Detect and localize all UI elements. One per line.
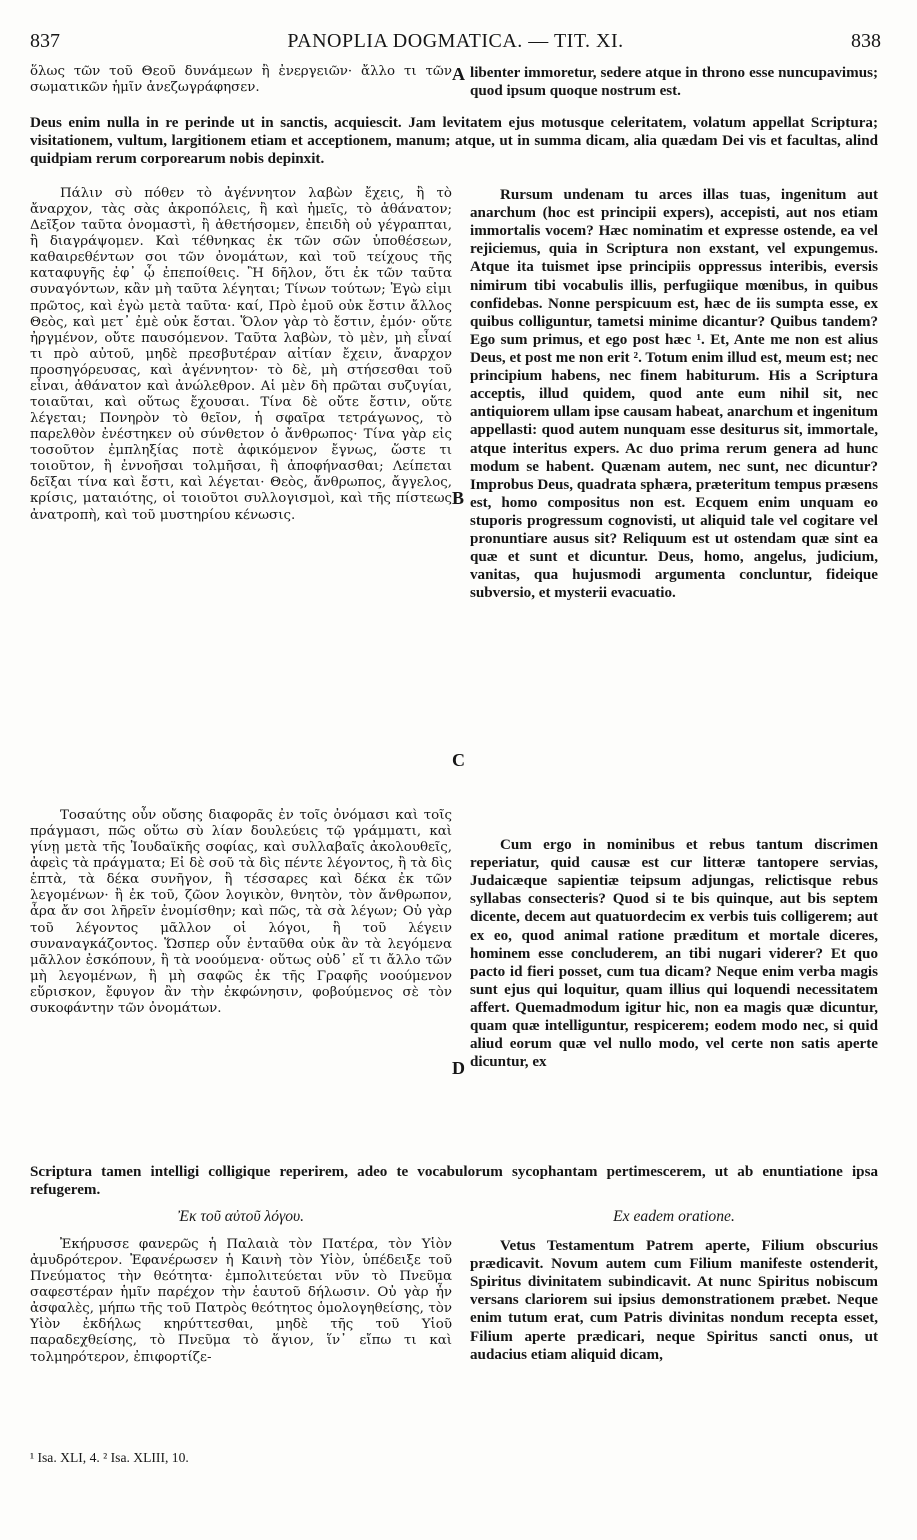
latin-paragraph-2: Rursum undenam tu arces illas tuas, ingenitum aut anarchum (hoc est principii expers), accepisti, aut nos etiam immortalis vocem? Hæc nominatim et expresse ostende, ea vel rejiciemus, quia in Scriptura non exstant, vel expungemus. Atque ita tuismet ipse principiis oppressus interibis, eversis nimirum tibi vocabulis illis, perfugiique mœnibus, in quibus confidebas. Nonne perspicuum est, hæc de iis sumpta esse, ex quibus colliguntur, tametsi minime dicantur? Quibus tandem? Ego sum primus, et ego post hæc ¹. Et, Ante me non est alius Deus, et post me non erit ². Totum enim illud est, meum est; nec principium habens, nec finem habiturum. His a Scriptura acceptis, illud quidem, quod ante eum nihil sit, nec antiquiorem ullam ipse causam habeat, anarchum et ingenitum appellasti: quod autem nunquam esse desiturus sit, immortale, atque interitus expers. Ac duo prima rerum genera ad hunc modum se habent. Quænam autem, nec sunt, nec dicuntur? Improbus Deus, quadrata sphæra, præteritum tempus præsens est, homo compositus non est. Ecquem enim unquam eo stuporis progressum cognovisti, ut aliquid tale vel cogitare vel pronuntiare ausus sit? Reliquum est ut ostendam quæ sint ea quæ et sunt et dicuntur. Deus, homo, angelus, judicium, vanitas, qua hujusmodi argumenta concluntur, fideique subversio, et mysterii evacuatio.: [470, 187, 878, 602]
marker-c: C: [452, 750, 465, 770]
greek-paragraph-3: Τοσαύτης οὖν οὔσης διαφορᾶς ἐν τοῖς ὀνόμασι καὶ τοῖς πράγμασι, πῶς οὕτω σὺ λίαν δουλεύεις τῷ γράμματι, καὶ γίνῃ μετὰ τῆς Ἰουδαϊκῆς σοφίας, καὶ συλλαβαῖς ἀκολουθεῖς, ἀφεὶς τὰ πράγματα; Εἰ δὲ σοῦ τὰ δὶς πέντε λέγοντος, ἢ τὰ δὶς ἑπτὰ, τὰ δέκα συνῆγον, ἢ τέσσαρες καὶ δέκα ἐκ τῶν λεγομένων· ἢ ἐκ τοῦ, ζῶον λογικὸν, θνητὸν, τὸν ἄνθρωπον, ἆρα ἄν σοι λῆρεῖν ἐνομίσθην; καὶ πῶς, τὰ σὰ λέγων; Οὐ γὰρ τοῦ λέγοντος μᾶλλον οἱ λόγοι, ἢ τοῦ λέγειν συναναγκάζοντος. Ὥσπερ οὖν ἐνταῦθα οὐκ ἂν τὰ λεγόμενα μᾶλλον ἐσκόπουν, ἢ τὰ νοούμενα· οὕτως οὐδ᾽ εἴ τι ἄλλο τῶν μὴ λεγομένων, ἢ μὴ σαφῶς ἐκ τῆς Γραφῆς νοούμενον εὕρισκον, ἔφυγον ἂν τὴν ἐκφώνησιν, φοβούμενος σὲ τὸν συκοφάντην τῶν ὀνομάτων.: [30, 808, 452, 1016]
greek-subheading: Ἐκ τοῦ αὐτοῦ λόγου.: [177, 1208, 305, 1225]
marker-a: A: [452, 64, 465, 84]
running-header: [30, 30, 881, 56]
marker-b: B: [452, 488, 465, 508]
page-number-right: 838: [851, 30, 881, 52]
running-title: PANOPLIA DOGMATICA. — TIT. XI.: [287, 30, 624, 52]
greek-paragraph-4: Ἐκήρυσσε φανερῶς ἡ Παλαιὰ τὸν Πατέρα, τὸν Υἱὸν ἀμυδρότερον. Ἐφανέρωσεν ἡ Καινὴ τὸν Υἱὸν, ὑπέδειξε τοῦ Πνεύματος τὴν θεότητα· ἐμπολιτεύεται νῦν τὸ Πνεῦμα σαφεστέραν ἡμῖν παρέχον τὴν ἑαυτοῦ δήλωσιν. Οὐ γὰρ ἦν ἀσφαλὲς, μήπω τῆς τοῦ Πατρὸς θεότητος ὁμολογηθείσης, τὸν Υἱὸν ἐκδήλως κηρύττεσθαι, μηδὲ τῆς τοῦ Υἱοῦ παραδεχθείσης, τὸ Πνεῦμα τὸ ἅγιον, ἵν᾽ εἴπω τι καὶ τολμηρότερον, ἐπιφορτίζε-: [30, 1237, 452, 1365]
footnotes: ¹ Isa. XLI, 4. ² Isa. XLIII, 10.: [30, 1450, 189, 1465]
latin-paragraph-3: Cum ergo in nominibus et rebus tantum discrimen reperiatur, quid causæ est cur litteræ tantopere servias, Judaicæque sapientiæ teipsum adjungas, relictisque rebus syllabas consecteris? Quod si te bis quinque, aut bis septem dicente, decem aut quatuordecim ex verbis tuis colligerem; aut ex eo, quod animal ratione præditum et mortale diceres, hominem esse concluderem, an tibi nugari viderer? Et quo pacto id fieri posset, cum tua dicam? Neque enim verba magis sunt ejus qui loquitur, quam illius qui loquendi necessitatem affert. Quemadmodum igitur hic, non ea magis quæ dicuntur, quam quæ intelliguntur, respicerem; eodem modo nec, si quid aliud eorum quæ vel nullo modo, vel certe non satis aperte dicuntur, ex: [470, 837, 878, 1071]
marker-d: D: [452, 1058, 465, 1078]
spanning-text-1: Deus enim nulla in re perinde ut in sanctis, acquiescit. Jam levitatem ejus motusque celeritatem, volatum appellat Scriptura; visitationem, vultum, largitionem etiam et acceptionem, manum; atque, ut in summa dicam, alia quædam Dei vis et facultas, alind quidpiam rerum corporearum nobis depinxit.: [30, 115, 878, 168]
greek-paragraph-2: Πάλιν σὺ πόθεν τὸ ἀγέννητον λαβὼν ἔχεις, ἢ τὸ ἄναρχον, τὰς σὰς ἀκροπόλεις, ἢ καὶ ἡμεῖς, τὸ ἀθάνατον; Δεῖξον ταῦτα ὀνομαστὶ, ἢ ἀθετήσομεν, ἐπειδὴ οὐ γέγραπται, ἢ διαγράψομεν. Καὶ τέθνηκας ἐκ τῶν σῶν ὑποθέσεων, καθαιρεθέντων σοι τῶν ὀνομάτων, καὶ τοῦ τείχους τῆς καταφυγῆς ἐφ᾽ ᾧ ἐπεποίθεις. Ἢ δῆλον, ὅτι ἐκ τῶν ταῦτα συναγόντων, κἂν μὴ ταῦτα λέγηται; Τίνων τούτων; Ἐγὼ εἰμι πρῶτος, καὶ ἐγὼ μετὰ ταῦτα· καί, Πρὸ ἐμοῦ οὐκ ἔστιν ἄλλος Θεὸς, καὶ μετ᾽ ἐμὲ οὐκ ἔσται. Ὅλον γὰρ τὸ ἔστιν, ἐμόν· οὔτε ἠργμένον, οὔτε παυσόμενον. Ταῦτα λαβὼν, τὸ μὲν, μὴ εἶναί τι πρὸ αὐτοῦ, μηδὲ πρεσβυτέραν αἰτίαν ἔχειν, ἄναρχον προσηγόρευσας, καὶ ἀγέννητον· τὸ δὲ, μὴ στήσεσθαι τοῦ εἶναι, ἀθάνατον καὶ ἀνώλεθρον. Αἱ μὲν δὴ πρῶται συζυγίαι, τοιαῦται, καὶ οὕτως ἔχουσαι. Τίνα δὲ οὔτε ἔστιν, οὔτε λέγεται; Πονηρὸν τὸ θεῖον, ἡ σφαῖρα τετράγωνος, τὸ παρελθὸν ἐνέστηκεν οὐ σύνθετον ὁ ἄνθρωπος· Τίνα γὰρ εἰς τοσοῦτον ἐμπληξίας ποτὲ ἀφικόμενον ἔγνως, ὥστε τι τοιοῦτον, ἢ ἐννοῆσαι τολμῆσαι, ἢ ἀποφήνασθαι; Λείπεται δεῖξαι τίνα καὶ ἔστι, καὶ λέγεται· Θεὸς, ἄνθρωπος, ἄγγελος, κρίσις, ματαιότης, οἱ τοιοῦτοι συλλογισμοὶ, καὶ τῆς πίστεως ἀνατροπὴ, καὶ τοῦ μυστηρίου κένωσις.: [30, 186, 452, 523]
spanning-text-3: Scriptura tamen intelligi colligique reperirem, adeo te vocabulorum sycophantam pertimescerem, ut ab enuntiatione ipsa refugerem.: [30, 1164, 878, 1199]
page-number-left: 837: [30, 30, 60, 52]
latin-text-top: libenter immoretur, sedere atque in throno esse nuncupavimus; quod ipsum quoque nostrum est.: [470, 65, 878, 100]
greek-text-top: ὅλως τῶν τοῦ Θεοῦ δυνάμεων ἢ ἐνεργειῶν· ἄλλο τι τῶν σωματικῶν ἡμῖν ἀνεζωγράφησεν.: [30, 64, 452, 96]
latin-subheading: Ex eadem oratione.: [613, 1208, 735, 1225]
latin-paragraph-4: Vetus Testamentum Patrem aperte, Filium obscurius prædicavit. Novum autem cum Filium manifeste ostenderit, Spiritus divinitatem subindicavit. At nunc Spiritus nobiscum versans clariorem sui ipsius demonstrationem præbet. Neque enim tutum erat, cum Patris divinitas nondum recepta esset, Filium aperte prædicari, neque Spiritus sancti onus, ut audacius etiam aliquid dicam,: [470, 1238, 878, 1363]
